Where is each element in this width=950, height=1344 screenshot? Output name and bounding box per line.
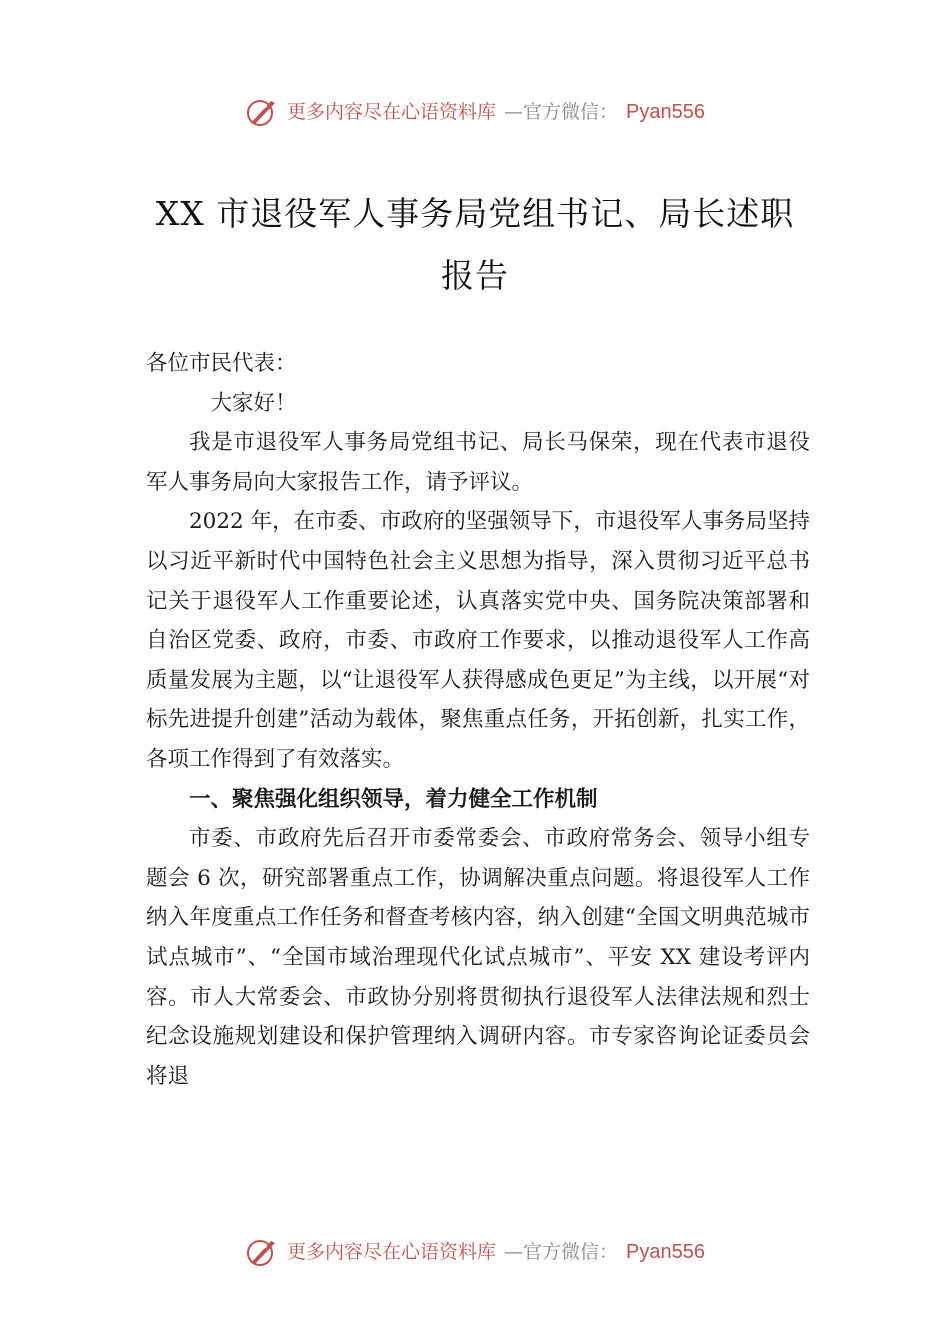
watermark-separator-text: —官方微信：	[504, 101, 619, 123]
greeting: 大家好！	[210, 390, 297, 416]
section-heading-1: 一、聚焦强化组织领导，着力健全工作机制	[189, 786, 598, 812]
footer-watermark	[0, 1237, 950, 1267]
watermark-main-text: 更多内容尽在心语资料库	[287, 101, 497, 123]
watermark-main-text: 更多内容尽在心语资料库	[287, 1241, 497, 1263]
paragraph-section-1: 市委、市政府先后召开市委常委会、市政府常务会、领导小组专题会 6 次，研究部署重点工作，协调解决重点问题。将退役军人工作纳入年度重点工作任务和督查考核内容，纳入创建“全国文明典范城市试点城市”、“全国市域治理现代化试点城市”、平安 XX 建设考评内容。市人大常委会、市政协分别将贯彻执行退役军人法律法规和烈士纪念设施规划建设和保护管理纳入调研内容。市专家咨询论证委员会将退	[146, 826, 810, 1089]
paragraph-intro: 我是市退役军人事务局党组书记、局长马保荣，现在代表市退役军人事务局向大家报告工作，请予评议。	[146, 430, 810, 495]
watermark-wechat-id: Pyan556	[626, 1241, 705, 1263]
header-watermark	[0, 97, 950, 127]
document-title	[145, 183, 805, 307]
watermark-separator-text: —官方微信：	[504, 1241, 619, 1263]
document-body	[146, 344, 810, 1096]
quill-logo-icon	[245, 1237, 279, 1267]
watermark-wechat-id: Pyan556	[626, 101, 705, 123]
quill-logo-icon	[245, 97, 279, 127]
salutation: 各位市民代表：	[146, 351, 297, 376]
title-line-1: XX 市退役军人事务局党组书记、局长述职	[155, 194, 795, 233]
paragraph-overview: 2022 年，在市委、市政府的坚强领导下，市退役军人事务局坚持以习近平新时代中国特色社会主义思想为指导，深入贯彻习近平总书记关于退役军人工作重要论述，认真落实党中央、国务院决策部署和自治区党委、政府，市委、市政府工作要求，以推动退役军人工作高质量发展为主题，以“让退役军人获得感成色更足”为主线，以开展“对标先进提升创建”活动为载体，聚焦重点任务，开拓创新，扎实工作， 各项工作得到了有效落实。	[146, 509, 810, 772]
title-line-2: 报告	[441, 256, 509, 295]
